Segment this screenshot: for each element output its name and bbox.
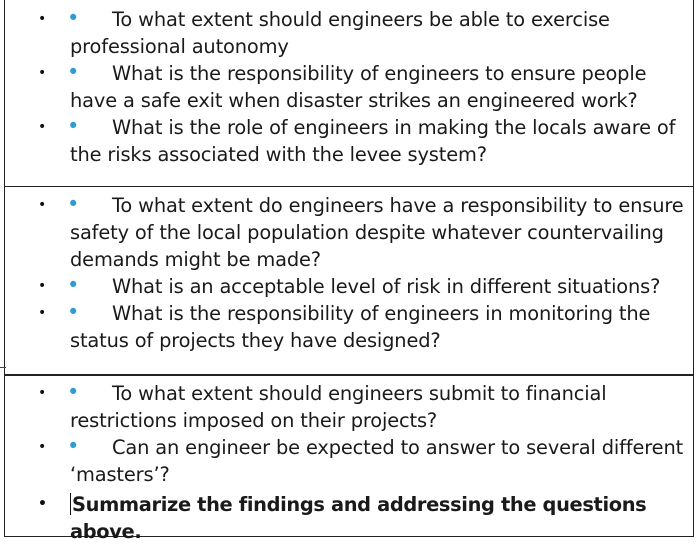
list-bullet-icon: • — [38, 197, 47, 213]
list-bullet-icon: • — [38, 305, 47, 321]
question-item — [4, 434, 694, 488]
list-bullet-icon: • — [38, 385, 47, 401]
question-list-2 — [4, 192, 694, 354]
question-text: What is the responsibility of engineers in monitoring the status of projects they have designed? — [70, 302, 651, 352]
question-item — [4, 114, 694, 168]
blue-bullet-icon: • — [67, 114, 80, 138]
question-text: What is the responsibility of engineers to ensure people have a safe exit when disaster strikes an engineered work? — [70, 62, 647, 112]
section-divider — [4, 186, 694, 187]
question-item — [4, 192, 694, 273]
summary-text[interactable]: Summarize the findings and addressing the questions above. — [70, 493, 647, 543]
question-item — [4, 6, 694, 60]
question-text: To what extent do engineers have a responsibility to ensure safety of the local population despite whatever countervailing demands might be made? — [70, 194, 684, 271]
list-bullet-icon: • — [38, 119, 47, 135]
blue-bullet-icon: • — [67, 6, 80, 30]
summary-item — [4, 491, 694, 545]
question-group-2 — [4, 192, 694, 354]
question-item — [4, 300, 694, 354]
question-item — [4, 273, 694, 300]
question-list-1 — [4, 6, 694, 168]
blue-bullet-icon: • — [67, 434, 80, 458]
blue-bullet-icon: • — [67, 380, 80, 404]
margin-tick — [0, 367, 6, 368]
list-bullet-icon: • — [38, 439, 47, 455]
question-text: What is an acceptable level of risk in different situations? — [112, 275, 661, 298]
section-divider — [4, 374, 694, 376]
blue-bullet-icon: • — [67, 300, 80, 324]
list-bullet-icon: • — [38, 278, 47, 294]
question-group-1 — [4, 6, 694, 168]
question-group-3 — [4, 380, 694, 545]
question-text: To what extent should engineers be able to exercise professional autonomy — [70, 8, 610, 58]
text-cursor — [70, 493, 71, 515]
question-text: What is the role of engineers in making the locals aware of the risks associated with the levee system? — [70, 116, 676, 166]
blue-bullet-icon: • — [67, 192, 80, 216]
list-bullet-icon: • — [38, 65, 47, 81]
blue-bullet-icon: • — [67, 273, 80, 297]
blue-bullet-icon: • — [67, 60, 80, 84]
question-item — [4, 60, 694, 114]
question-list-3 — [4, 380, 694, 545]
question-text: To what extent should engineers submit to financial restrictions imposed on their projects? — [70, 382, 607, 432]
question-item — [4, 380, 694, 434]
list-bullet-icon: • — [38, 496, 47, 512]
list-bullet-icon: • — [38, 11, 47, 27]
question-text: Can an engineer be expected to answer to several different ‘masters’? — [70, 436, 684, 486]
